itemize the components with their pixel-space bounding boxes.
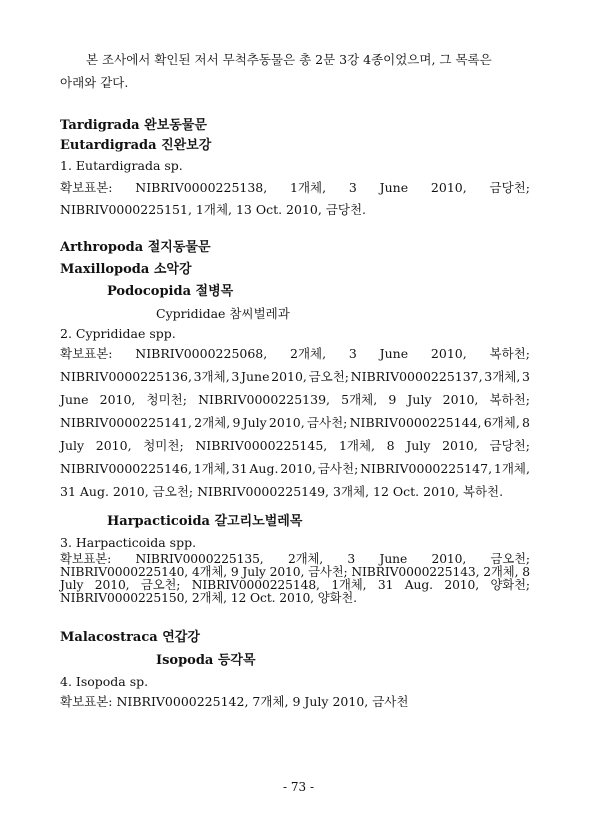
specimen-word: July xyxy=(60,578,84,592)
specimen-word: 8 xyxy=(386,438,395,453)
specimen-word: 1개체, xyxy=(493,461,530,476)
specimen-word: 9 xyxy=(230,565,239,579)
specimen-word: 금사천; xyxy=(308,565,348,579)
order-heading-harpacticoida: Harpacticoida 갈고리노벌레목 xyxy=(107,514,303,529)
specimen-word: 2010, xyxy=(269,565,305,579)
family-heading-cyprididae: Cyprididae 참씨벌레과 xyxy=(156,306,290,321)
specimen-word: NIBRIV0000225138, xyxy=(135,180,268,195)
specimen-word: 3 xyxy=(347,552,356,566)
specimen-word: NIBRIV0000225068, xyxy=(135,346,268,361)
specimen-word: 2010, xyxy=(430,346,467,361)
specimen-line xyxy=(60,415,530,431)
species-entry-3: 3. Harpacticoida spp. xyxy=(60,535,197,550)
specimen-word: NIBRIV0000225139, xyxy=(198,392,331,407)
specimen-line: 31 Aug. 2010, 금오천; NIBRIV0000225149, 3개체, 12 Oct. 2010, 복하천. xyxy=(60,484,504,499)
specimen-word: NIBRIV0000225135, xyxy=(135,552,264,566)
species-entry-1: 1. Eutardigrada sp. xyxy=(60,158,183,173)
specimen-word: 2010, xyxy=(431,552,467,566)
specimen-word: NIBRIV0000225148, xyxy=(191,578,320,592)
specimen-line: NIBRIV0000225151, 1개체, 13 Oct. 2010, 금당천. xyxy=(60,202,367,217)
specimen-word: 2개체, xyxy=(287,552,324,566)
specimen-word: 3 xyxy=(231,369,240,384)
specimen-word: 1개체, xyxy=(193,461,230,476)
intro-line-2: 아래와 같다. xyxy=(60,75,129,90)
specimen-word: 9 xyxy=(388,392,397,407)
specimen-word: 금오천; xyxy=(490,552,530,566)
specimen-word: 2010, xyxy=(442,438,478,453)
specimen-line xyxy=(60,180,530,196)
specimen-word: NIBRIV0000225144, xyxy=(349,415,482,430)
specimen-word: June xyxy=(379,552,408,566)
specimen-word: 청미천; xyxy=(143,438,184,453)
specimen-word: 2010, xyxy=(268,415,305,430)
class-heading-malacostraca: Malacostraca 연갑강 xyxy=(60,630,200,645)
specimen-word: 9 xyxy=(232,415,241,430)
specimen-word: 금오천; xyxy=(308,369,350,384)
specimen-word: NIBRIV0000225141, xyxy=(60,415,192,430)
specimen-word: July xyxy=(60,438,85,453)
specimen-word: 5개체, xyxy=(341,392,378,407)
specimen-word: 1개체, xyxy=(331,578,367,592)
specimen-word: June xyxy=(240,369,270,384)
phylum-heading-arthropoda: Arthropoda 절지동물문 xyxy=(60,240,211,255)
specimen-word: 2010, xyxy=(271,369,307,384)
specimen-line xyxy=(60,346,530,362)
specimen-word: 금당천; xyxy=(489,438,530,453)
specimen-word: 6개체, xyxy=(483,415,520,430)
specimen-word: 3개체, xyxy=(484,369,521,384)
phylum-heading-tardigrada: Tardigrada 완보동물문 xyxy=(60,118,207,133)
specimen-word: 3 xyxy=(348,346,357,361)
specimen-word: 복하천; xyxy=(489,346,530,361)
specimen-line xyxy=(60,392,530,408)
specimen-word: 3 xyxy=(522,369,530,384)
specimen-word: June xyxy=(379,180,409,195)
specimen-word: 8 xyxy=(522,565,530,579)
specimen-word: 1개체, xyxy=(290,180,327,195)
specimen-word: NIBRIV0000225143, xyxy=(351,565,480,579)
specimen-line xyxy=(60,369,530,385)
specimen-word: July xyxy=(242,415,267,430)
specimen-word: 2010, xyxy=(280,461,317,476)
specimen-word: 4개체, xyxy=(191,565,228,579)
specimen-word: NIBRIV0000225136, xyxy=(60,369,192,384)
order-heading-podocopida: Podocopida 절병목 xyxy=(107,284,234,299)
intro-line-1: 본 조사에서 확인된 저서 무척추동물은 총 2문 3강 4종이었으며, 그 목록은 xyxy=(86,52,492,67)
specimen-word: 2개체, xyxy=(194,415,231,430)
specimen-word: 금사천; xyxy=(317,461,359,476)
specimen-word: June xyxy=(379,346,409,361)
specimen-word: 확보표본: xyxy=(60,180,113,195)
class-heading-eutardigrada: Eutardigrada 진완보강 xyxy=(60,138,212,153)
specimen-word: 확보표본: xyxy=(60,346,113,361)
specimen-word: 1개체, xyxy=(338,438,376,453)
specimen-word: NIBRIV0000225140, xyxy=(60,565,189,579)
species-entry-2: 2. Cyprididae spp. xyxy=(60,326,176,341)
specimen-word: July xyxy=(242,565,266,579)
specimen-word: 복하천; xyxy=(489,392,530,407)
specimen-word: 3 xyxy=(348,180,357,195)
specimen-word: 금당천; xyxy=(489,180,530,195)
specimen-word: Aug. xyxy=(249,461,279,476)
specimen-word: July xyxy=(406,438,431,453)
specimen-word: 청미천; xyxy=(146,392,187,407)
specimen-word: 31 xyxy=(231,461,248,476)
species-entry-4: 4. Isopoda sp. xyxy=(60,674,149,689)
specimen-word: 양화천; xyxy=(490,578,530,592)
specimen-line xyxy=(60,438,530,454)
specimen-word: 2010, xyxy=(94,578,130,592)
specimen-word: 2010, xyxy=(430,180,467,195)
specimen-word: NIBRIV0000225145, xyxy=(195,438,328,453)
order-heading-isopoda: Isopoda 등각목 xyxy=(156,653,256,668)
specimen-word: June xyxy=(60,392,89,407)
page-number: - 73 - xyxy=(282,780,314,794)
specimen-word: 금사천; xyxy=(306,415,348,430)
specimen-word: NIBRIV0000225137, xyxy=(350,369,483,384)
specimen-word: 확보표본: xyxy=(60,552,112,566)
specimen-word: 2010, xyxy=(99,392,136,407)
specimen-word: 2개체, xyxy=(290,346,327,361)
class-heading-maxillopoda: Maxillopoda 소악강 xyxy=(60,262,192,277)
specimen-word: 2010, xyxy=(95,438,132,453)
specimen-word: Aug. xyxy=(404,578,433,592)
specimen-word: 금오천; xyxy=(140,578,181,592)
specimen-word: NIBRIV0000225146, xyxy=(60,461,192,476)
specimen-word: 2개체, xyxy=(483,565,519,579)
specimen-line: 확보표본: NIBRIV0000225142, 7개체, 9 July 2010, 금사천 xyxy=(60,694,409,709)
specimen-word: 8 xyxy=(522,415,530,430)
specimen-line xyxy=(60,461,530,477)
specimen-word: NIBRIV0000225147, xyxy=(360,461,493,476)
specimen-word: 31 xyxy=(377,578,394,592)
specimen-word: 2010, xyxy=(442,392,479,407)
specimen-line: NIBRIV0000225150, 2개체, 12 Oct. 2010, 양화천. xyxy=(60,591,357,605)
specimen-word: 2010, xyxy=(444,578,480,592)
specimen-word: July xyxy=(407,392,432,407)
specimen-word: 3개체, xyxy=(193,369,230,384)
